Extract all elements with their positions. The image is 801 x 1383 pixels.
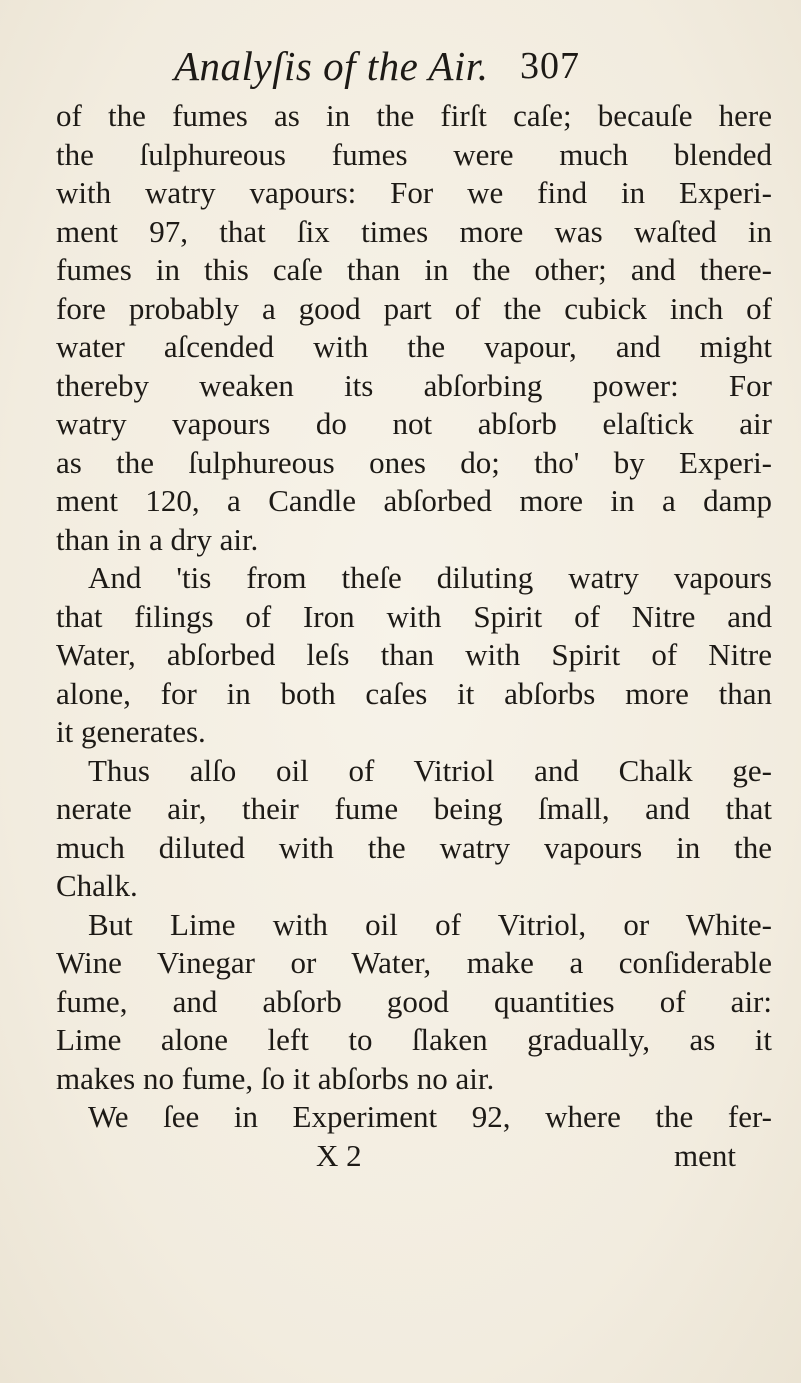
text-line: thereby weaken its abſorbing power: For xyxy=(56,367,772,403)
text-line: the ſulphureous fumes were much blended xyxy=(56,136,772,172)
text-line: much diluted with the watry vapours in the xyxy=(56,829,772,865)
catchword: ment xyxy=(674,1137,736,1173)
text-line: of the fumes as in the firſt caſe; becauſe here xyxy=(56,98,772,133)
text-line: than in a dry air. xyxy=(56,521,259,557)
text-line: it generates. xyxy=(56,714,206,749)
text-line: Wine Vinegar or Water, make a conſiderable xyxy=(56,945,772,980)
running-title: Analyſis of the Air. xyxy=(174,43,489,89)
page-number: 307 xyxy=(520,45,580,87)
running-head xyxy=(56,40,756,96)
text-line: ment 120, a Candle abſorbed more in a damp xyxy=(56,483,772,518)
text-line: And 'tis from theſe diluting watry vapours xyxy=(88,560,772,595)
page-footer xyxy=(56,1137,772,1176)
signature-mark: X 2 xyxy=(316,1137,362,1173)
text-line: Water, abſorbed leſs than with Spirit of Nitre xyxy=(56,637,772,672)
text-line: nerate air, their fume being ſmall, and that xyxy=(56,791,772,826)
text-line: fore probably a good part of the cubick inch of xyxy=(56,290,772,326)
text-line: as the ſulphureous ones do; tho' by Experi- xyxy=(56,444,772,480)
text-line: that filings of Iron with Spirit of Nitre and xyxy=(56,598,772,634)
text-line: fumes in this caſe than in the other; and there- xyxy=(56,252,772,287)
text-line: watry vapours do not abſorb elaſtick air xyxy=(56,406,772,441)
text-line: water aſcended with the vapour, and might xyxy=(56,329,772,364)
text-line: Lime alone left to ſlaken gradually, as it xyxy=(56,1022,772,1057)
text-line: Chalk. xyxy=(56,868,138,903)
text-line: Thus alſo oil of Vitriol and Chalk ge- xyxy=(88,752,772,788)
text-line: with watry vapours: For we find in Experi- xyxy=(56,175,772,210)
text-line: ment 97, that ſix times more was waſted in xyxy=(56,213,772,249)
text-line: makes no fume, ſo it abſorbs no air. xyxy=(56,1060,495,1096)
body-text xyxy=(56,97,772,1175)
text-line: But Lime with oil of Vitriol, or White- xyxy=(88,906,772,942)
text-line: alone, for in both caſes it abſorbs more than xyxy=(56,675,772,711)
text-line: We ſee in Experiment 92, where the fer- xyxy=(88,1099,772,1134)
text-line: fume, and abſorb good quantities of air: xyxy=(56,983,772,1019)
